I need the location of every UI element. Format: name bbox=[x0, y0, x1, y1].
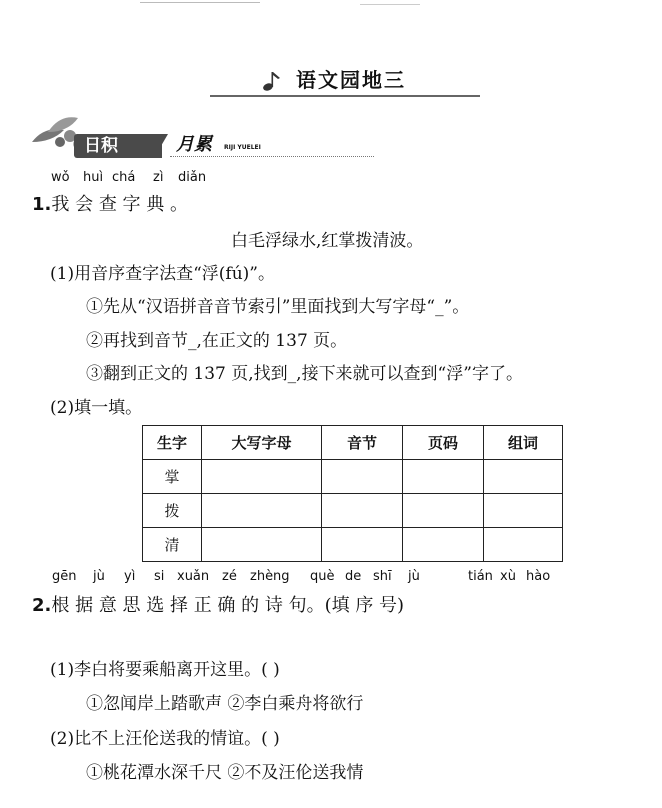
q1-pinyin: diǎn bbox=[178, 170, 207, 185]
q1-step3: ③翻到正文的 137 页,找到_,接下来就可以查到“浮”字了。 bbox=[86, 364, 523, 384]
table-char-cell: 拨 bbox=[143, 494, 202, 528]
q2-pinyin: zhèng bbox=[250, 569, 290, 584]
q2-heading bbox=[32, 591, 404, 617]
answer-cell[interactable] bbox=[202, 494, 322, 528]
q2-pinyin: jù bbox=[408, 569, 420, 584]
q2-pinyin: si bbox=[154, 569, 165, 584]
table-char-cell: 掌 bbox=[143, 460, 202, 494]
q2-item1-question: (1)李白将要乘船离开这里。( ) bbox=[50, 660, 280, 680]
table-char-cell: 清 bbox=[143, 528, 202, 562]
table-row bbox=[143, 494, 563, 528]
q2-pinyin: gēn bbox=[52, 569, 77, 584]
banner-dotted-line bbox=[170, 156, 374, 157]
table-header-cell: 音节 bbox=[322, 426, 403, 460]
q2-pinyin: shī bbox=[373, 569, 392, 584]
top-page-fragment bbox=[60, 0, 480, 6]
table-header-cell: 大写字母 bbox=[202, 426, 322, 460]
q2-pinyin: xuǎn bbox=[177, 569, 210, 584]
q2-pinyin: zé bbox=[222, 569, 237, 584]
answer-cell[interactable] bbox=[322, 528, 403, 562]
q2-pinyin: de bbox=[345, 569, 362, 584]
answer-cell[interactable] bbox=[484, 528, 563, 562]
q2-pinyin: jù bbox=[93, 569, 105, 584]
q1-number: 1. bbox=[32, 194, 52, 215]
q1-pinyin: zì bbox=[153, 170, 164, 185]
q2-text: 根 据 意 思 选 择 正 确 的 诗 句。(填 序 号) bbox=[51, 595, 405, 616]
banner-label-riji: 日积 bbox=[84, 136, 118, 156]
q1-pinyin: huì bbox=[83, 170, 104, 185]
q2-pinyin: hào bbox=[526, 569, 551, 584]
answer-cell[interactable] bbox=[202, 460, 322, 494]
table-header-row bbox=[143, 426, 563, 460]
q1-part2: (2)填一填。 bbox=[50, 398, 143, 418]
page-title: 语文园地三 bbox=[296, 68, 406, 92]
q2-pinyin: què bbox=[310, 569, 335, 584]
q1-step1: ①先从“汉语拼音音节索引”里面找到大写字母“_”。 bbox=[86, 297, 470, 317]
q1-heading bbox=[32, 190, 188, 216]
q1-pinyin: wǒ bbox=[51, 170, 70, 185]
q2-item1-options: ①忽闻岸上踏歌声 ②李白乘舟将欲行 bbox=[86, 694, 364, 714]
q1-part1: (1)用音序查字法查“浮(fú)”。 bbox=[50, 264, 275, 284]
answer-cell[interactable] bbox=[403, 494, 484, 528]
table-row bbox=[143, 460, 563, 494]
q2-item2-options: ①桃花潭水深千尺 ②不及汪伦送我情 bbox=[86, 763, 364, 783]
table-header-cell: 组词 bbox=[484, 426, 563, 460]
answer-cell[interactable] bbox=[202, 528, 322, 562]
table-row bbox=[143, 528, 563, 562]
q2-pinyin: tián bbox=[468, 569, 493, 584]
answer-cell[interactable] bbox=[484, 460, 563, 494]
answer-cell[interactable] bbox=[403, 528, 484, 562]
q2-number: 2. bbox=[32, 595, 52, 616]
q1-poem: 白毛浮绿水,红掌拨清波。 bbox=[231, 231, 424, 251]
q1-step2: ②再找到音节_,在正文的 137 页。 bbox=[86, 331, 348, 351]
q1-pinyin: chá bbox=[112, 170, 136, 185]
title-underline bbox=[210, 95, 480, 97]
banner-label-yuelei: 月累 bbox=[176, 134, 212, 155]
answer-cell[interactable] bbox=[322, 460, 403, 494]
riji-yuelei-banner bbox=[30, 112, 380, 160]
music-note-icon bbox=[262, 70, 282, 92]
answer-cell[interactable] bbox=[484, 494, 563, 528]
q2-pinyin: yì bbox=[124, 569, 136, 584]
answer-cell[interactable] bbox=[403, 460, 484, 494]
banner-tab-corner bbox=[154, 134, 168, 158]
fill-in-table bbox=[142, 425, 563, 562]
table-header-cell: 生字 bbox=[143, 426, 202, 460]
q1-text: 我 会 查 字 典 。 bbox=[51, 194, 188, 215]
q2-item2-question: (2)比不上汪伦送我的情谊。( ) bbox=[50, 729, 280, 749]
answer-cell[interactable] bbox=[322, 494, 403, 528]
table-header-cell: 页码 bbox=[403, 426, 484, 460]
q2-pinyin: xù bbox=[500, 569, 516, 584]
banner-pinyin: RIJI YUELEI bbox=[224, 144, 261, 151]
